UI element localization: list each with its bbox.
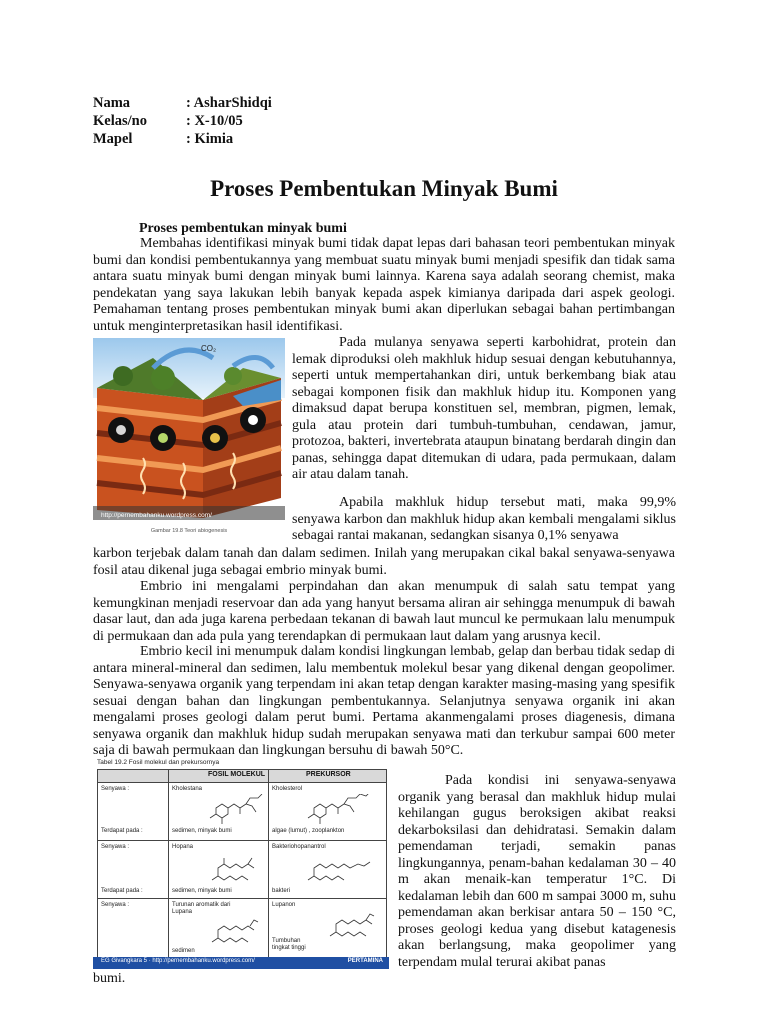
- info-row-name: [93, 94, 272, 112]
- paragraph-diagenesis: Embrio kecil ini menumpuk dalam kondisi lingkungan lembab, gelap dan berbau tidak sedap di antara mineral-mineral dan sedimen, lalu membentuk molekul besar yang dikenal dengan geopolimer. Senyawa-senyawa organik yang terpendam ini akan tetap dengan karakter masing-masing yang spesifik sesuai dengan bahan dan lingkungan pembentukannya. Selanjutnya senyawa organik ini akan mengalami proses geologi dalam perut bumi. Pertama akanmengalami proses diagenesis, dimana senyawa organik dan makhluk hidup sudah merupakan senyawa mati dan terkubur sampai 600 meter saja di bawah permukaan dan lingkungan bersuhu di bawah 50°C.: [93, 644, 675, 758]
- fosil-source: sedimen, minyak bumi: [172, 888, 232, 894]
- cholesterol-structure: [306, 794, 376, 824]
- paragraph-embryo-migration: Embrio ini mengalami perpindahan dan akan menumpuk di salah satu tempat yang kemungkinan menjadi reservoar dan ada yang hanyut bersama aliran air sehingga menumpuk di bawah dasar laut, dan ada juga karena perbedaan tekanan di bawah laut muncul ke permukaan lalu menumpuk di permukaan dan ada pula yang terendapkan di permukaan laut dalam yang arusnya kecil.: [93, 579, 675, 644]
- fossil-table-figure: [93, 759, 389, 969]
- geology-illustration: [93, 338, 285, 526]
- prekursor-source: algae (lumut) , zooplankton: [272, 828, 345, 834]
- co2-label: CO₂: [201, 344, 217, 353]
- row-label-senyawa: Senyawa :: [101, 902, 130, 908]
- table-header: [98, 770, 386, 783]
- info-label: Kelas/no: [93, 113, 147, 129]
- figure-url: http://pernembahanku.wordpress.com/: [101, 512, 212, 519]
- fossil-table: [97, 769, 387, 959]
- section-heading: Proses pembentukan minyak bumi: [139, 221, 347, 236]
- info-label: Mapel: [93, 131, 133, 147]
- paragraph-catagenesis-cont: bumi.: [93, 971, 126, 986]
- cholestane-structure: [208, 794, 264, 824]
- divider: [98, 898, 386, 899]
- page-title: Proses Pembentukan Minyak Bumi: [210, 176, 558, 201]
- info-row-subject: [93, 130, 272, 148]
- row-label-terdapat: Terdapat pada :: [101, 888, 143, 894]
- fosil-name: Hopana: [172, 844, 194, 850]
- paragraph-death-cont: karbon terjebak dalam tanah dan dalam sedimen. Inilah yang merupakan cikal bakal senyawa-senyawa fosil atau dikenal juga sebagai embrio minyak bumi.: [93, 546, 675, 578]
- paragraph-death: Apabila makhluk hidup tersebut mati, maka 99,9% senyawa karbon dan makhluk hidup akan kembali mengalami siklus sebagai rantai makanan, sedangkan sisanya 0,1% senyawa: [292, 495, 676, 543]
- row-label-senyawa: Senyawa :: [101, 844, 130, 850]
- footer-text: EG Givangkara 5 · http://pernembahanku.wordpress.com/: [101, 958, 255, 964]
- row-label-terdapat: Terdapat pada :: [101, 828, 143, 834]
- prekursor-source: bakteri: [272, 888, 291, 894]
- info-value: : AsharShidqi: [186, 95, 272, 111]
- info-row-class: [93, 112, 272, 130]
- fosil-name: Kholestana: [172, 786, 203, 792]
- fosil-source: sedimen: [172, 948, 195, 954]
- fosil-source: sedimen, minyak bumi: [172, 828, 232, 834]
- figure-footer: [93, 957, 389, 969]
- info-value: : X-10/05: [186, 113, 243, 129]
- prekursor-name: Kholesterol: [272, 786, 303, 792]
- paragraph-intro: Membahas identifikasi minyak bumi tidak dapat lepas dari bahasan teori pembentukan minyak bumi dan kondisi pembentukannya yang membuat suatu minyak bumi menjadi spesifik dan tidak sama antara suatu minyak bumi dengan minyak bumi lainnya. Karena saya adalah seorang chemist, maka pendekatan yang saya lakukan lebih banyak kepada aspek kimianya daripada dari aspek geologi. Pemahaman tentang proses pembentukan minyak bumi akan diperlukan sebagai bahan pertimbangan untuk menginterpretasikan hasil identifikasi.: [93, 236, 675, 334]
- hopane-structure: [210, 854, 264, 886]
- prekursor-name: Bakteriohopanantrol: [272, 844, 326, 850]
- info-value: : Kimia: [186, 131, 234, 147]
- lupanone-structure: [328, 910, 382, 942]
- paragraph-organic-compounds: Pada mulanya senyawa seperti karbohidrat, protein dan lemak diproduksi oleh makhluk hidup sesuai dengan kebutuhannya, seperti untuk mempertahankan diri, untuk berkembang biak atau sebagai komponen fisik dan makhluk hidup itu. Komponen yang dimaksud dapat berupa konstituen sel, membran, pigmen, lemak, gula atau protein dari tumbuh-tumbuhan, cendawan, jamur, protozoa, bakteri, invertebrata ataupun binatang berdarah dingin dan panas, sehingga dapat ditemukan di udara, pada permukaan, dalam air atau dalam tanah.: [292, 335, 676, 482]
- row-label-senyawa: Senyawa :: [101, 786, 130, 792]
- pertamina-logo: PERTAMINA: [347, 958, 383, 964]
- aromatic-lupane-structure: [210, 916, 264, 948]
- figure-caption: Gambar 19.8 Teori abiogenesis: [150, 528, 228, 534]
- table-title: Tabel 19.2 Fosil molekul dan prekursornya: [97, 759, 220, 766]
- divider: [98, 840, 386, 841]
- divider: [268, 770, 269, 958]
- prekursor-name: Lupanon: [272, 902, 296, 908]
- column-header-prekursor: PREKURSOR: [306, 771, 351, 778]
- bacteriohopanetetrol-structure: [306, 854, 376, 886]
- column-header-fosil: FOSIL MOLEKUL: [208, 771, 266, 778]
- info-label: Nama: [93, 95, 131, 111]
- divider: [168, 770, 169, 958]
- paragraph-catagenesis: Pada kondisi ini senyawa-senyawa organik yang berasal dan makhluk hidup mulai kehilangan gugus beroksigen akibat reaksi dekarboksilasi dan dehidratasi. Semakin dalam pemendaman terjadi, semakin panas lingkungannya, penam-bahan kedalaman 30 – 40 m akan menaik-kan temperatur 1°C. Di kedalaman lebih dan 600 m sampai 3000 m, suhu pemendaman akan berkisar antara 50 – 150 °C, proses geologi kedua yang disebut katagenesis akan berlangsung, maka geopolimer yang terpendam mulal terurai akibat panas: [398, 773, 676, 970]
- prekursor-source: Tumbuhan tingkat tinggi: [272, 938, 306, 951]
- fosil-name: Turunan aromatik dari Lupana: [172, 902, 231, 915]
- geology-figure: [93, 338, 285, 534]
- student-info: [93, 94, 272, 148]
